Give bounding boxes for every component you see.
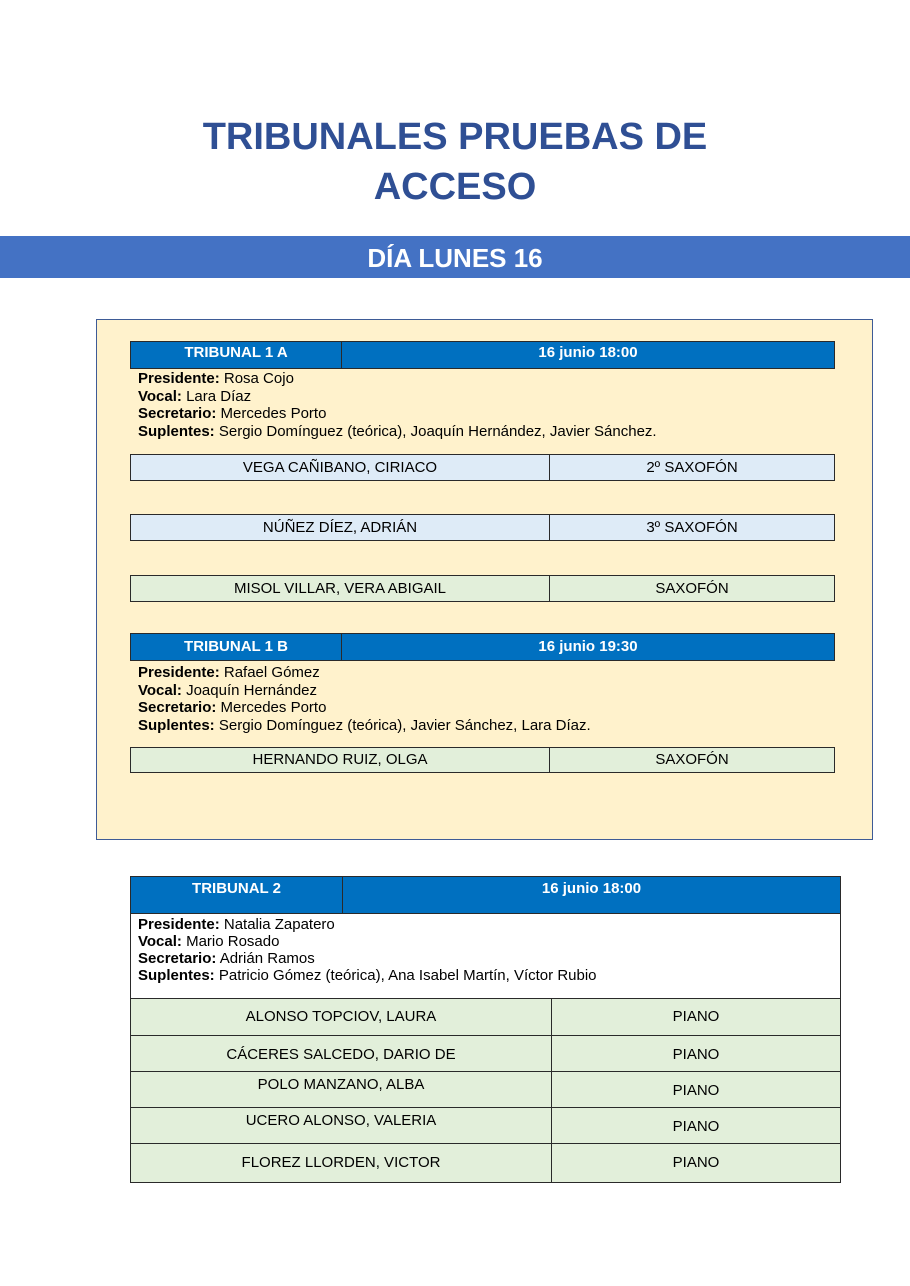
candidate-name: HERNANDO RUIZ, OLGA xyxy=(131,748,550,772)
candidate-instrument: 3º SAXOFÓN xyxy=(646,519,738,536)
candidate-name: VEGA CAÑIBANO, CIRIACO xyxy=(131,455,550,480)
candidate-instrument: SAXOFÓN xyxy=(655,580,729,597)
tribunal-1a-datetime: 16 junio 18:00 xyxy=(538,344,638,361)
member-presidente xyxy=(138,664,838,682)
candidate-name: FLOREZ LLORDEN, VICTOR xyxy=(131,1144,552,1182)
table-row xyxy=(130,1071,841,1108)
secretario-value: Mercedes Porto xyxy=(216,405,327,422)
member-suplentes xyxy=(138,717,838,735)
candidate-instrument: PIANO xyxy=(672,1046,720,1063)
suplentes-label: Suplentes: xyxy=(138,716,215,734)
suplentes-value: Sergio Domínguez (teórica), Javier Sánchez, Lara Díaz. xyxy=(214,716,591,734)
member-secretario xyxy=(138,405,838,423)
member-suplentes xyxy=(138,423,838,441)
table-row xyxy=(130,747,835,773)
table-row xyxy=(130,1143,841,1183)
tribunal-2-members xyxy=(138,916,838,984)
presidente-label: Presidente: xyxy=(138,370,220,387)
candidate-name: POLO MANZANO, ALBA xyxy=(131,1072,552,1107)
title-line-1: TRIBUNALES PRUEBAS DE xyxy=(202,116,708,158)
candidate-name: MISOL VILLAR, VERA ABIGAIL xyxy=(131,576,550,601)
tribunal-1a-members xyxy=(138,370,838,440)
title-line-2: ACCESO xyxy=(373,166,537,208)
tribunal-1b-name: TRIBUNAL 1 B xyxy=(131,634,342,660)
candidate-name: NÚÑEZ DÍEZ, ADRIÁN xyxy=(131,515,550,540)
member-suplentes xyxy=(138,967,838,984)
vocal-label: Vocal: xyxy=(138,933,182,950)
table-row xyxy=(130,998,841,1036)
candidate-name: ALONSO TOPCIOV, LAURA xyxy=(131,999,552,1035)
presidente-value: Natalia Zapatero xyxy=(219,916,335,933)
secretario-label: Secretario: xyxy=(138,950,217,967)
table-row xyxy=(130,1035,841,1072)
vocal-value: Mario Rosado xyxy=(181,933,280,950)
page-title xyxy=(0,112,910,212)
candidate-instrument: PIANO xyxy=(672,1154,720,1171)
tribunal-1b-header xyxy=(130,633,835,661)
member-vocal xyxy=(138,682,838,700)
tribunal-1a-header xyxy=(130,341,835,369)
table-row xyxy=(130,1107,841,1144)
tribunal-2-name: TRIBUNAL 2 xyxy=(131,877,343,913)
vocal-value: Joaquín Hernández xyxy=(181,681,318,699)
candidate-instrument: PIANO xyxy=(672,1118,720,1135)
member-secretario xyxy=(138,950,838,967)
tribunal-1b-datetime: 16 junio 19:30 xyxy=(538,638,638,655)
secretario-value: Mercedes Porto xyxy=(216,699,327,716)
member-presidente xyxy=(138,916,838,933)
vocal-value: Lara Díaz xyxy=(181,387,252,405)
member-secretario xyxy=(138,699,838,717)
member-presidente xyxy=(138,370,838,388)
vocal-label: Vocal: xyxy=(138,387,182,405)
member-vocal xyxy=(138,933,838,950)
candidate-instrument: 2º SAXOFÓN xyxy=(646,459,738,476)
candidate-name: CÁCERES SALCEDO, DARIO DE xyxy=(131,1036,552,1071)
suplentes-value: Sergio Domínguez (teórica), Joaquín Hernández, Javier Sánchez. xyxy=(214,422,657,440)
vocal-label: Vocal: xyxy=(138,681,182,699)
secretario-label: Secretario: xyxy=(138,405,217,422)
tribunal-1a-name: TRIBUNAL 1 A xyxy=(131,342,342,368)
tribunal-1b-members xyxy=(138,664,838,734)
table-row xyxy=(130,454,835,481)
suplentes-label: Suplentes: xyxy=(138,422,215,440)
tribunal-2-datetime: 16 junio 18:00 xyxy=(541,880,642,897)
member-vocal xyxy=(138,388,838,406)
day-label: DÍA LUNES 16 xyxy=(367,243,543,273)
candidate-instrument: SAXOFÓN xyxy=(655,751,729,768)
table-row xyxy=(130,514,835,541)
presidente-label: Presidente: xyxy=(138,916,220,933)
candidate-instrument: PIANO xyxy=(672,1008,720,1025)
presidente-value: Rosa Cojo xyxy=(219,370,294,387)
tribunal-2-header xyxy=(130,876,841,914)
candidate-instrument: PIANO xyxy=(672,1082,720,1099)
secretario-label: Secretario: xyxy=(138,699,217,716)
suplentes-value: Patricio Gómez (teórica), Ana Isabel Martín, Víctor Rubio xyxy=(214,967,597,984)
suplentes-label: Suplentes: xyxy=(138,967,215,984)
candidate-name: UCERO ALONSO, VALERIA xyxy=(131,1108,552,1143)
presidente-label: Presidente: xyxy=(138,664,220,681)
secretario-value: Adrián Ramos xyxy=(216,950,315,967)
table-row xyxy=(130,575,835,602)
presidente-value: Rafael Gómez xyxy=(219,664,320,681)
